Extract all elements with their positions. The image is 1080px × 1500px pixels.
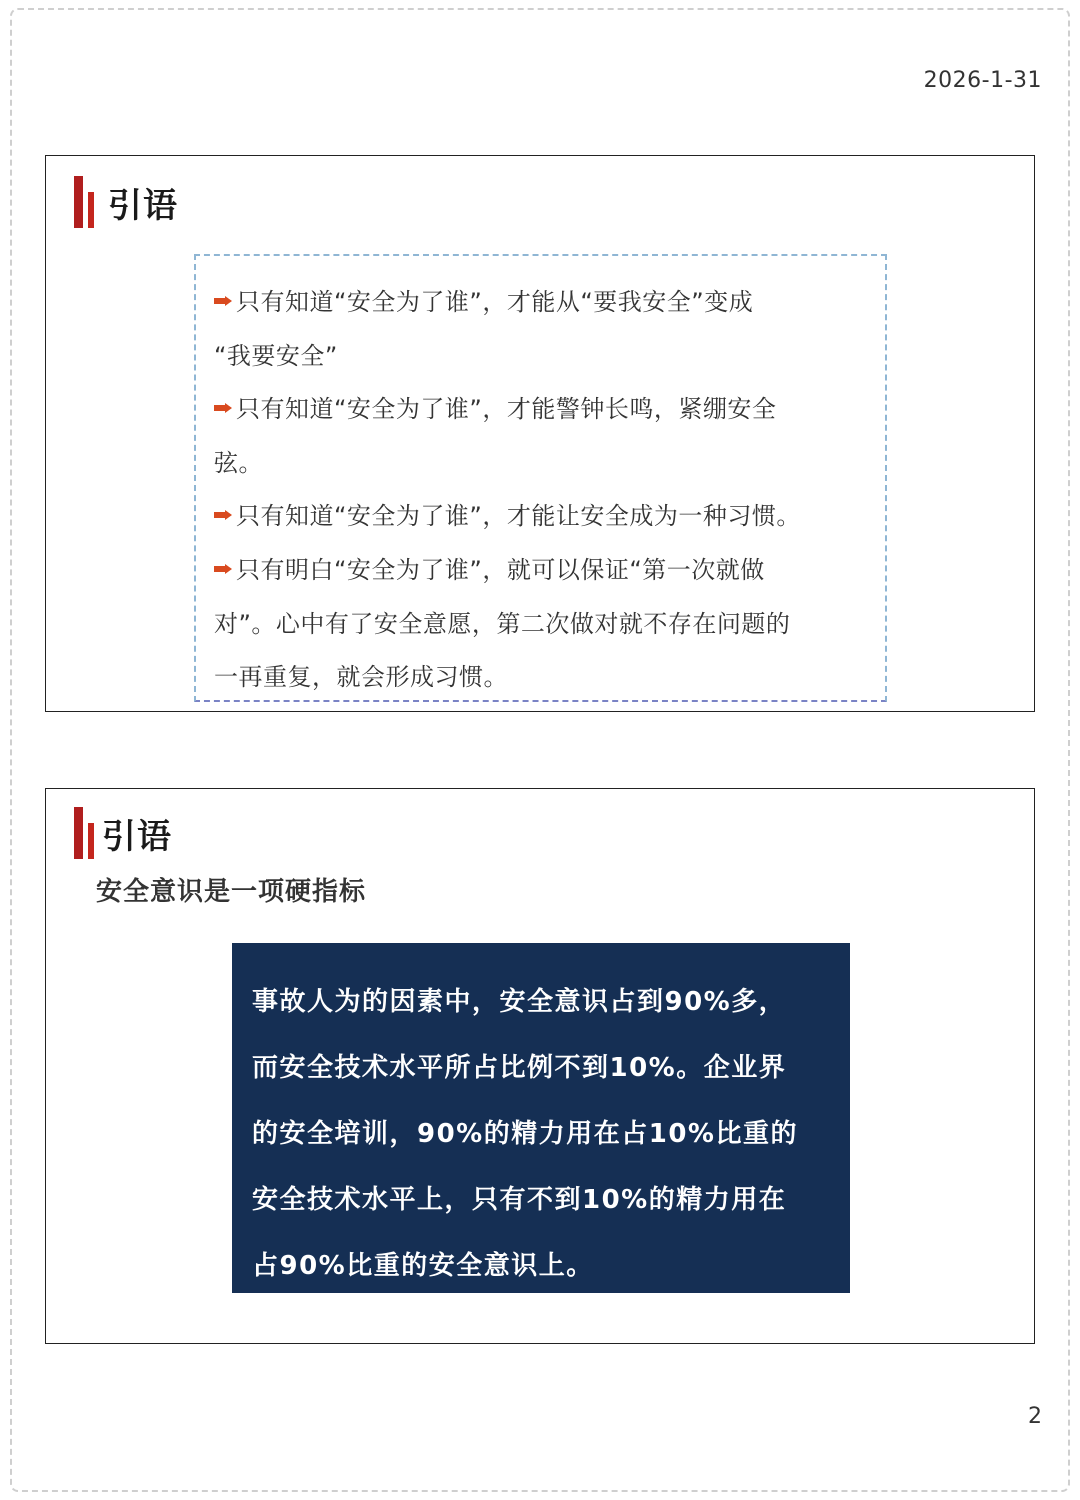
heading-bars-icon [74, 176, 94, 228]
date-label: 2026-1-31 [923, 68, 1042, 93]
quote-line-6: 只有明白“安全为了谁”，就可以保证“第一次就做 [214, 544, 867, 598]
quote-line-2: “我要安全” [214, 341, 338, 370]
highlight-panel [232, 943, 850, 1293]
quote-line-1: 只有知道“安全为了谁”，才能从“要我安全”变成 [214, 276, 867, 330]
heading-text: 引语 [102, 816, 172, 857]
panel-line-4: 安全技术水平上，只有不到10%的精力用在 [252, 1185, 787, 1215]
arrow-bullet-icon [214, 403, 232, 413]
arrow-bullet-icon [214, 510, 232, 520]
quote-line-5: 只有知道“安全为了谁”，才能让安全成为一种习惯。 [214, 490, 867, 544]
panel-line-3: 的安全培训，90%的精力用在占10%比重的 [252, 1119, 798, 1149]
arrow-bullet-icon [214, 564, 232, 574]
quote-line-7: 对”。心中有了安全意愿，第二次做对就不存在问题的 [214, 609, 791, 638]
slide-heading [74, 176, 178, 228]
quote-line-3: 只有知道“安全为了谁”，才能警钟长鸣，紧绷安全 [214, 383, 867, 437]
page-number: 2 [1028, 1404, 1042, 1429]
heading-text: 引语 [108, 185, 178, 226]
quote-line-8: 一再重复，就会形成习惯。 [214, 663, 508, 692]
panel-line-5: 占90%比重的安全意识上。 [252, 1251, 594, 1281]
quote-line-4: 弦。 [214, 448, 263, 477]
slide-quote-2 [45, 788, 1035, 1344]
slide-quote-1 [45, 155, 1035, 712]
panel-line-2: 而安全技术水平所占比例不到10%。企业界 [252, 1053, 787, 1083]
panel-line-1: 事故人为的因素中，安全意识占到90%多， [252, 987, 787, 1017]
slide-heading [74, 807, 172, 859]
slide-subtitle: 安全意识是一项硬指标 [96, 877, 367, 907]
quote-box [194, 254, 887, 702]
heading-bars-icon [74, 807, 94, 859]
arrow-bullet-icon [214, 296, 232, 306]
